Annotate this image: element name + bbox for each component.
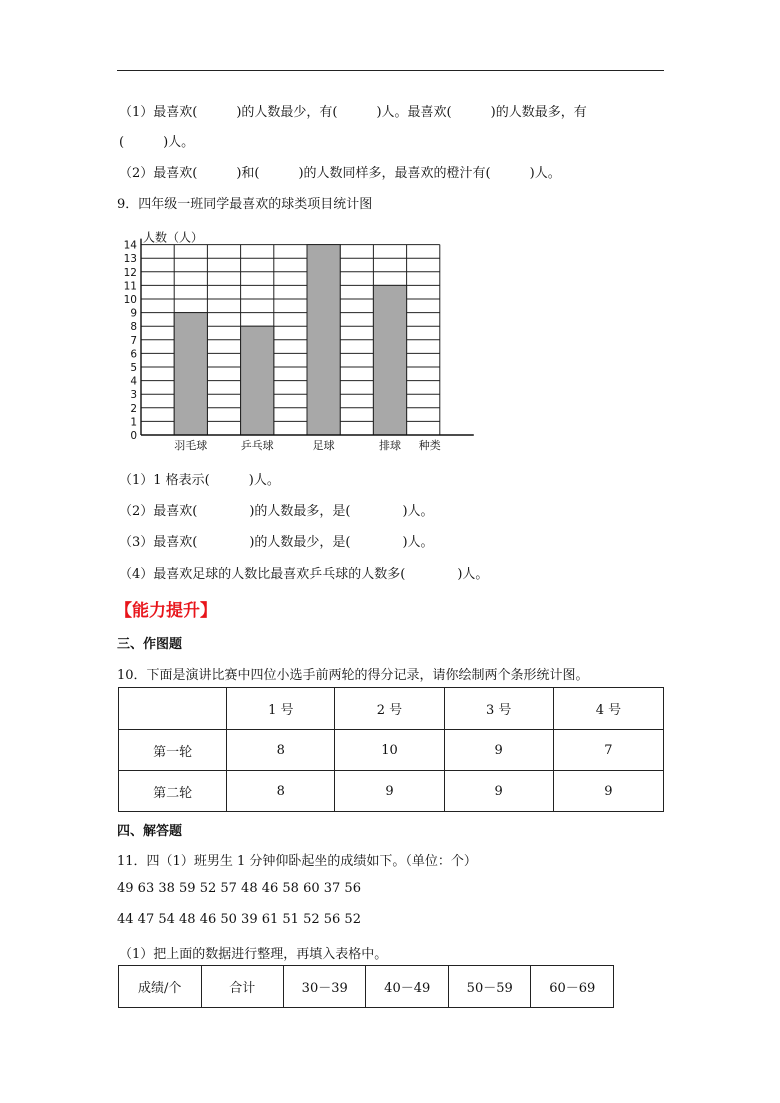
q8-line1: （1）最喜欢( )的人数最少，有( )人。最喜欢( )的人数最多，有 [119, 105, 587, 120]
y-tick-label: 12 [123, 266, 137, 279]
y-tick-label: 2 [130, 402, 137, 415]
q11-header-cell: 40－49 [366, 966, 449, 1008]
y-tick-label: 0 [130, 430, 137, 442]
y-tick-label: 7 [130, 334, 137, 347]
q11-tally-table [118, 965, 614, 1008]
q11-header-cell: 成绩/个 [119, 966, 202, 1008]
q11-header-cell: 合计 [201, 966, 283, 1008]
q11-data-line1: 49 63 38 59 52 57 48 46 58 60 37 56 [117, 881, 361, 896]
y-tick-label: 3 [130, 389, 137, 402]
x-tick-label: 乒乓球 [240, 439, 274, 452]
y-tick-label: 14 [123, 239, 137, 252]
bar [307, 245, 340, 435]
q9-sub1: （1）1 格表示( )人。 [119, 473, 280, 488]
q10-header-cell: 1 号 [227, 688, 335, 730]
q11-data-line2: 44 47 54 48 46 50 39 61 51 52 56 52 [117, 912, 361, 927]
q10-cell: 10 [335, 730, 444, 771]
x-tick-label: 羽毛球 [174, 439, 208, 452]
q9-sub3: （3）最喜欢( )的人数最少，是( )人。 [119, 535, 434, 550]
top-rule [117, 70, 664, 71]
q10-cell: 9 [553, 771, 663, 812]
q10-cell: 8 [227, 730, 335, 771]
q8-line2: （2）最喜欢( )和( )的人数同样多，最喜欢的橙汁有( )人。 [119, 166, 561, 181]
q10-header-cell: 3 号 [444, 688, 553, 730]
bar [373, 285, 406, 435]
x-axis-label: 种类 [418, 439, 441, 452]
y-tick-label: 9 [130, 307, 137, 320]
q9-sub4: （4）最喜欢足球的人数比最喜欢乒乓球的人数多( )人。 [119, 567, 489, 582]
q10-header-row [119, 688, 664, 730]
y-tick-label: 5 [130, 362, 137, 374]
bar [241, 326, 274, 435]
y-tick-label: 11 [123, 280, 137, 293]
q10-text: 10．下面是演讲比赛中四位小选手前两轮的得分记录，请你绘制两个条形统计图。 [117, 668, 589, 683]
y-tick-label: 6 [130, 348, 137, 361]
q10-cell: 第一轮 [119, 730, 227, 771]
q11-sub1: （1）把上面的数据进行整理，再填入表格中。 [119, 947, 388, 962]
q11-header-cell: 60－69 [531, 966, 614, 1008]
table-row [119, 771, 664, 812]
q11-header-cell: 30－39 [283, 966, 366, 1008]
q10-cell: 7 [553, 730, 663, 771]
y-tick-label: 4 [130, 375, 137, 388]
q10-cell: 9 [444, 730, 553, 771]
table-row [119, 730, 664, 771]
q11-header-cell: 50－59 [448, 966, 531, 1008]
x-tick-label: 足球 [312, 439, 335, 452]
q10-header-cell: 2 号 [335, 688, 444, 730]
bar [174, 313, 207, 435]
y-tick-label: 8 [130, 321, 137, 334]
q10-header-cell: 4 号 [553, 688, 663, 730]
section3-heading: 三、作图题 [117, 637, 183, 652]
q11-text: 11．四（1）班男生 1 分钟仰卧起坐的成绩如下。（单位：个） [117, 854, 477, 869]
q9-sub2: （2）最喜欢( )的人数最多，是( )人。 [119, 504, 434, 519]
q8-line1b: ( )人。 [119, 135, 195, 150]
x-tick-label: 排球 [379, 439, 401, 452]
bar-chart [118, 218, 493, 458]
q9-title: 9．四年级一班同学最喜欢的球类项目统计图 [117, 197, 373, 212]
ability-heading: 【能力提升】 [115, 601, 217, 621]
q10-cell: 9 [335, 771, 444, 812]
q10-score-table [118, 687, 664, 812]
y-tick-label: 13 [123, 253, 137, 266]
q10-cell: 9 [444, 771, 553, 812]
q10-header-cell [119, 688, 227, 730]
section4-heading: 四、解答题 [117, 824, 183, 839]
y-tick-label: 10 [123, 294, 137, 306]
q10-cell: 第二轮 [119, 771, 227, 812]
y-tick-label: 1 [130, 416, 137, 429]
q10-cell: 8 [227, 771, 335, 812]
q11-header-row [119, 966, 614, 1008]
y-axis-label: 人数（人） [143, 230, 204, 245]
